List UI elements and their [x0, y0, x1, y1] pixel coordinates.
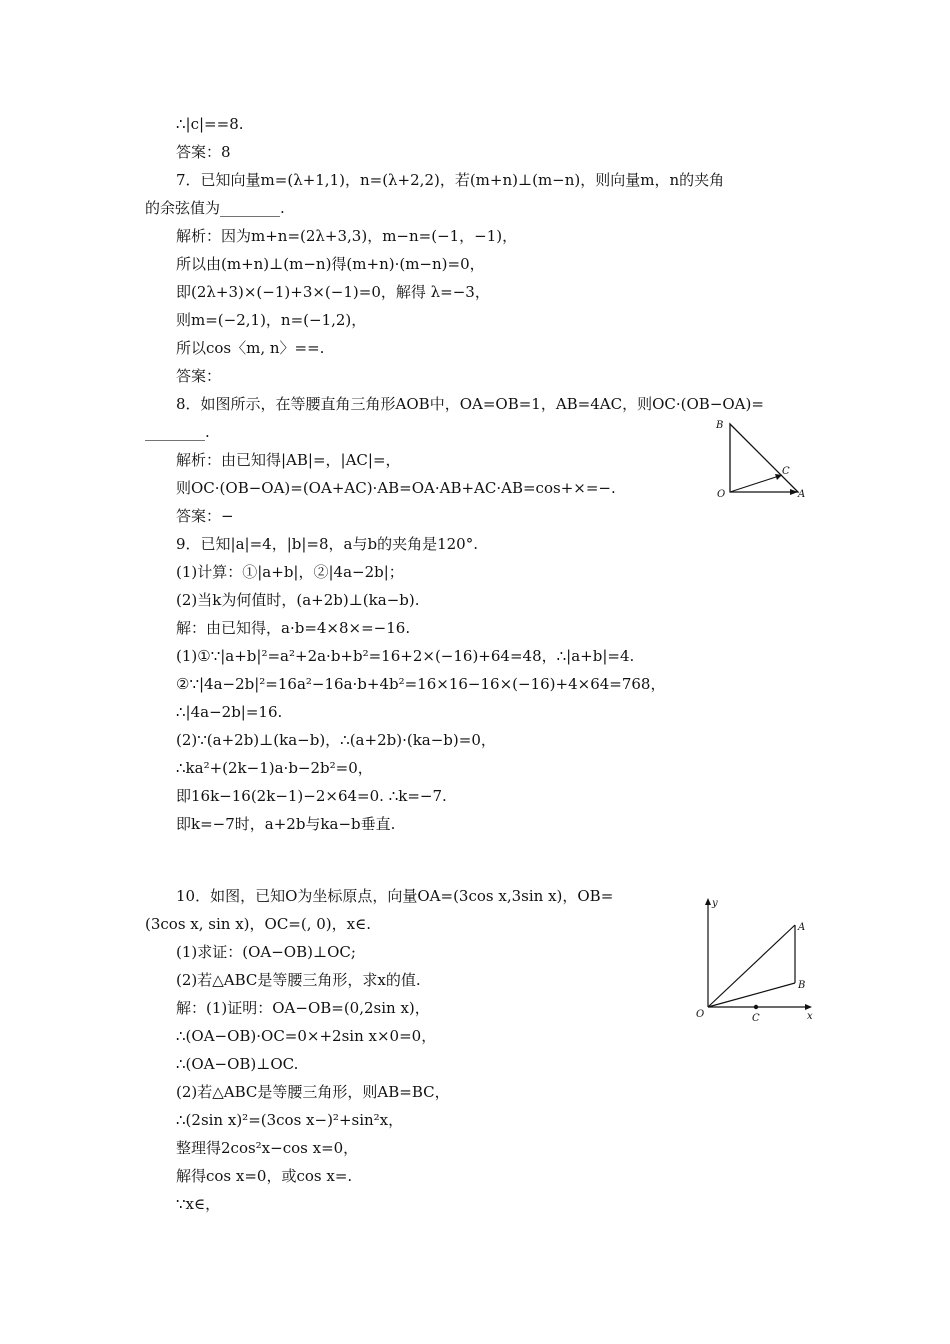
text-line: 即16k−16(2k−1)−2×64=0. ∴k=−7.: [176, 787, 447, 805]
text-line: ∴(OA−OB)·OC=0×+2sin x×0=0，: [176, 1027, 437, 1045]
text-line: 所以cos〈m, n〉==.: [176, 339, 325, 357]
label-y: y: [712, 898, 718, 909]
figure-coordinate-oab: [690, 892, 820, 1022]
text-line: 的余弦值为________.: [145, 199, 285, 217]
text-line: 所以由(m+n)⊥(m−n)得(m+n)·(m−n)=0，: [176, 255, 485, 273]
text-line: (2)若△ABC是等腰三角形，则AB=BC，: [176, 1083, 450, 1101]
text-line: 10．如图，已知O为坐标原点，向量OA=(3cos x,3sin x)，OB=: [176, 887, 614, 905]
text-line: 答案：8: [176, 143, 231, 161]
text-line: ∴|c|==8.: [176, 115, 244, 133]
label-a: A: [798, 922, 806, 933]
text-line: (3cos x, sin x)，OC=(, 0)，x∈.: [145, 915, 371, 933]
text-line: 答案：: [176, 367, 222, 385]
label-o: O: [696, 1009, 705, 1020]
text-line: (2)∵(a+2b)⊥(ka−b)，∴(a+2b)·(ka−b)=0，: [176, 731, 496, 749]
text-line: 答案：−: [176, 507, 234, 525]
text-line: 即(2λ+3)×(−1)+3×(−1)=0，解得 λ=−3，: [176, 283, 490, 301]
text-line: ∴ka²+(2k−1)a·b−2b²=0，: [176, 759, 373, 777]
text-line: 9．已知|a|=4，|b|=8，a与b的夹角是120°.: [176, 535, 478, 553]
label-b: B: [716, 420, 724, 431]
text-line: 解析：由已知得|AB|=，|AC|=，: [176, 451, 401, 469]
text-line: ②∵|4a−2b|²=16a²−16a·b+4b²=16×16−16×(−16)+4×64=768，: [176, 675, 666, 693]
text-line: ∴|4a−2b|=16.: [176, 703, 283, 721]
text-line: ∴(2sin x)²=(3cos x−)²+sin²x，: [176, 1111, 404, 1129]
text-line: (1)①∵|a+b|²=a²+2a·b+b²=16+2×(−16)+64=48，∴|a+b|=4.: [176, 647, 635, 665]
label-a: A: [798, 489, 806, 500]
text-line: 解得cos x=0，或cos x=.: [176, 1167, 353, 1185]
text-line: 即k=−7时，a+2b与ka−b垂直.: [176, 815, 396, 833]
text-line: (1)计算：①|a+b|，②|4a−2b|；: [176, 563, 404, 581]
text-line: 7．已知向量m=(λ+1,1)，n=(λ+2,2)，若(m+n)⊥(m−n)，则向量m，n的夹角: [176, 171, 725, 189]
text-line: ________.: [145, 423, 210, 441]
label-c: C: [752, 1013, 760, 1022]
text-line: 解：(1)证明：OA−OB=(0,2sin x)，: [176, 999, 430, 1017]
label-c: C: [782, 466, 790, 477]
text-line: 解：由已知得，a·b=4×8×=−16.: [176, 619, 411, 637]
label-b: B: [798, 980, 806, 991]
text-line: (2)若△ABC是等腰三角形，求x的值.: [176, 971, 421, 989]
figure-triangle-aob: [712, 414, 812, 506]
text-line: 则OC·(OB−OA)=(OA+AC)·AB=OA·AB+AC·AB=cos+×=−.: [176, 479, 616, 497]
label-x: x: [807, 1011, 813, 1022]
text-line: ∴(OA−OB)⊥OC.: [176, 1055, 299, 1073]
text-line: 解析：因为m+n=(2λ+3,3)，m−n=(−1，−1)，: [176, 227, 518, 245]
text-line: 8．如图所示，在等腰直角三角形AOB中，OA=OB=1，AB=4AC，则OC·(OB−OA)=: [176, 395, 764, 413]
text-line: (2)当k为何值时，(a+2b)⊥(ka−b).: [176, 591, 420, 609]
text-line: 则m=(−2,1)，n=(−1,2)，: [176, 311, 367, 329]
text-line: 整理得2cos²x−cos x=0，: [176, 1139, 359, 1157]
text-line: ∵x∈，: [176, 1195, 221, 1213]
text-line: (1)求证：(OA−OB)⊥OC;: [176, 943, 356, 961]
label-o: O: [717, 489, 726, 500]
